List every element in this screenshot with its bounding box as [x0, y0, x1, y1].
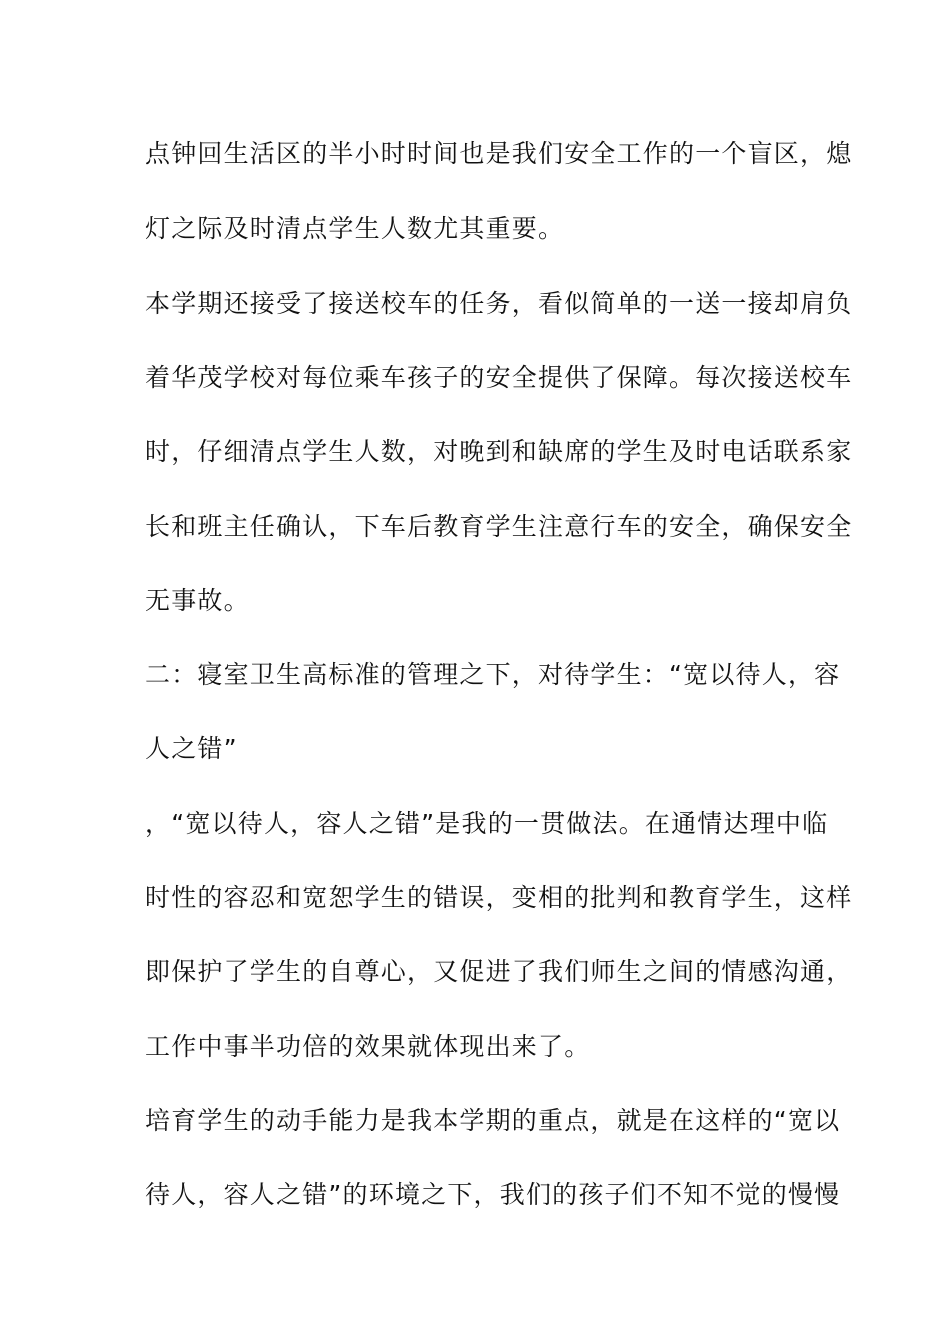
text-line: 着华茂学校对每位乘车孩子的安全提供了保障。每次接送校车 — [145, 363, 853, 392]
text-line: 本学期还接受了接送校车的任务，看似简单的一送一接却肩负 — [145, 289, 853, 318]
text-line: 长和班主任确认，下车后教育学生注意行车的安全，确保安全 — [145, 512, 853, 541]
text-line: 工作中事半功倍的效果就体现出来了。 — [145, 1032, 591, 1061]
text-line: ，“宽以待人，容人之错”是我的一贯做法。在通情达理中临 — [145, 809, 829, 838]
text-line: 灯之际及时清点学生人数尤其重要。 — [145, 214, 565, 243]
text-line: 即保护了学生的自尊心，又促进了我们师生之间的情感沟通， — [145, 957, 853, 986]
text-line: 时性的容忍和宽恕学生的错误，变相的批判和教育学生，这样 — [145, 883, 853, 912]
text-line: 待人，容人之错”的环境之下，我们的孩子们不知不觉的慢慢 — [145, 1180, 841, 1209]
text-line: 时，仔细清点学生人数，对晚到和缺席的学生及时电话联系家 — [145, 437, 853, 466]
text-line: 二：寝室卫生高标准的管理之下，对待学生：“宽以待人，容 — [145, 660, 841, 689]
text-line: 无事故。 — [145, 586, 250, 615]
text-line: 点钟回生活区的半小时时间也是我们安全工作的一个盲区，熄 — [145, 139, 853, 168]
text-line: 人之错” — [145, 734, 238, 763]
text-line: 培育学生的动手能力是我本学期的重点，就是在这样的“宽以 — [145, 1106, 841, 1135]
